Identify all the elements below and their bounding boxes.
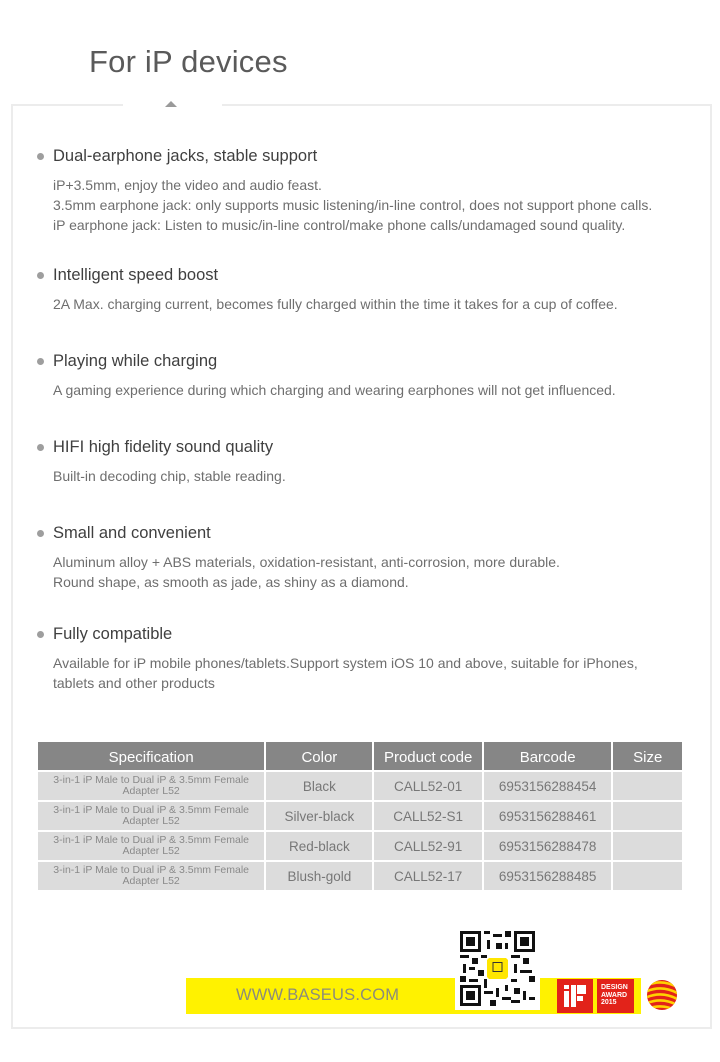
- table-header-row: [38, 742, 682, 770]
- spec-table: [36, 740, 684, 892]
- column-header-barcode: Barcode: [484, 742, 612, 770]
- website-link[interactable]: WWW.BASEUS.COM: [236, 986, 400, 1004]
- feature-line: Available for iP mobile phones/tablets.Support system iOS 10 and above, suitable for iPhones,: [53, 655, 638, 671]
- award-line: 2015: [601, 999, 617, 1006]
- feature-description: [53, 380, 616, 400]
- cell-specification: [38, 832, 264, 860]
- feature-description: [53, 552, 560, 592]
- cell-barcode: 6953156288454: [484, 772, 612, 800]
- cell-specification: [38, 802, 264, 830]
- feature-item: [37, 437, 286, 486]
- feature-line: 2A Max. charging current, becomes fully charged within the time it takes for a cup of coffee.: [53, 296, 618, 312]
- feature-description: [53, 466, 286, 486]
- cell-color: Black: [266, 772, 372, 800]
- feature-title: Fully compatible: [53, 624, 173, 643]
- feature-line: Built-in decoding chip, stable reading.: [53, 468, 286, 484]
- spec-line: Adapter L52: [122, 845, 180, 857]
- cell-color: Silver-black: [266, 802, 372, 830]
- bullet-icon: [37, 272, 44, 279]
- cell-barcode: 6953156288461: [484, 802, 612, 830]
- bullet-icon: [37, 631, 44, 638]
- feature-line: Aluminum alloy + ABS materials, oxidation-resistant, anti-corrosion, more durable.: [53, 554, 560, 570]
- table-row: [38, 802, 682, 830]
- cell-specification: [38, 772, 264, 800]
- if-logo-icon: [557, 979, 593, 1013]
- feature-item: [37, 351, 616, 400]
- feature-description: [53, 653, 638, 693]
- table-row: [38, 862, 682, 890]
- spec-line: 3-in-1 iP Male to Dual iP & 3.5mm Female: [53, 864, 249, 876]
- cell-size: [613, 832, 682, 860]
- feature-line: A gaming experience during which charging and wearing earphones will not get influenced.: [53, 382, 616, 398]
- bullet-icon: [37, 358, 44, 365]
- cell-color: Red-black: [266, 832, 372, 860]
- spec-line: Adapter L52: [122, 785, 180, 797]
- cell-color: Blush-gold: [266, 862, 372, 890]
- spec-line: 3-in-1 iP Male to Dual iP & 3.5mm Female: [53, 774, 249, 786]
- feature-title: Dual-earphone jacks, stable support: [53, 146, 318, 165]
- bullet-icon: [37, 530, 44, 537]
- feature-line: 3.5mm earphone jack: only supports music listening/in-line control, does not support phone calls.: [53, 197, 653, 213]
- card-border-top-left: [11, 104, 123, 106]
- page-title: For iP devices: [89, 44, 288, 79]
- table-row: [38, 772, 682, 800]
- cell-product-code: CALL52-91: [374, 832, 481, 860]
- table-row: [38, 832, 682, 860]
- feature-title: Small and convenient: [53, 523, 211, 542]
- column-header-color: Color: [266, 742, 372, 770]
- red-dot-award-icon: [645, 978, 679, 1012]
- spec-line: 3-in-1 iP Male to Dual iP & 3.5mm Female: [53, 834, 249, 846]
- feature-item: [37, 624, 638, 693]
- feature-line: iP+3.5mm, enjoy the video and audio feast.: [53, 177, 322, 193]
- feature-description: [53, 175, 652, 235]
- cell-size: [613, 862, 682, 890]
- column-header-size: Size: [613, 742, 682, 770]
- cell-product-code: CALL52-01: [374, 772, 481, 800]
- if-award-logo: [557, 979, 593, 1013]
- bullet-icon: [37, 153, 44, 160]
- caret-up-icon: [165, 101, 177, 107]
- card-border-top-right: [222, 104, 712, 106]
- qr-code-icon: [459, 931, 536, 1006]
- feature-item: [37, 523, 560, 592]
- spec-line: 3-in-1 iP Male to Dual iP & 3.5mm Female: [53, 804, 249, 816]
- cell-size: [613, 772, 682, 800]
- feature-title: Playing while charging: [53, 351, 218, 370]
- cell-product-code: CALL52-S1: [374, 802, 481, 830]
- spec-line: Adapter L52: [122, 815, 180, 827]
- cell-barcode: 6953156288485: [484, 862, 612, 890]
- feature-line: tablets and other products: [53, 675, 215, 691]
- cell-product-code: CALL52-17: [374, 862, 481, 890]
- cell-barcode: 6953156288478: [484, 832, 612, 860]
- award-line: DESIGN: [601, 984, 628, 991]
- spec-line: Adapter L52: [122, 875, 180, 887]
- feature-title: Intelligent speed boost: [53, 265, 219, 284]
- cell-size: [613, 802, 682, 830]
- column-header-product-code: Product code: [374, 742, 481, 770]
- design-award-badge: [597, 979, 634, 1013]
- award-line: AWARD: [601, 991, 628, 999]
- feature-title: HIFI high fidelity sound quality: [53, 437, 274, 456]
- qr-code: [455, 927, 540, 1010]
- feature-line: Round shape, as smooth as jade, as shiny as a diamond.: [53, 574, 409, 590]
- feature-item: [37, 146, 652, 235]
- feature-item: [37, 265, 618, 314]
- feature-line: iP earphone jack: Listen to music/in-line control/make phone calls/undamaged sound quality.: [53, 217, 626, 233]
- column-header-specification: Specification: [38, 742, 264, 770]
- feature-description: [53, 294, 618, 314]
- bullet-icon: [37, 444, 44, 451]
- cell-specification: [38, 862, 264, 890]
